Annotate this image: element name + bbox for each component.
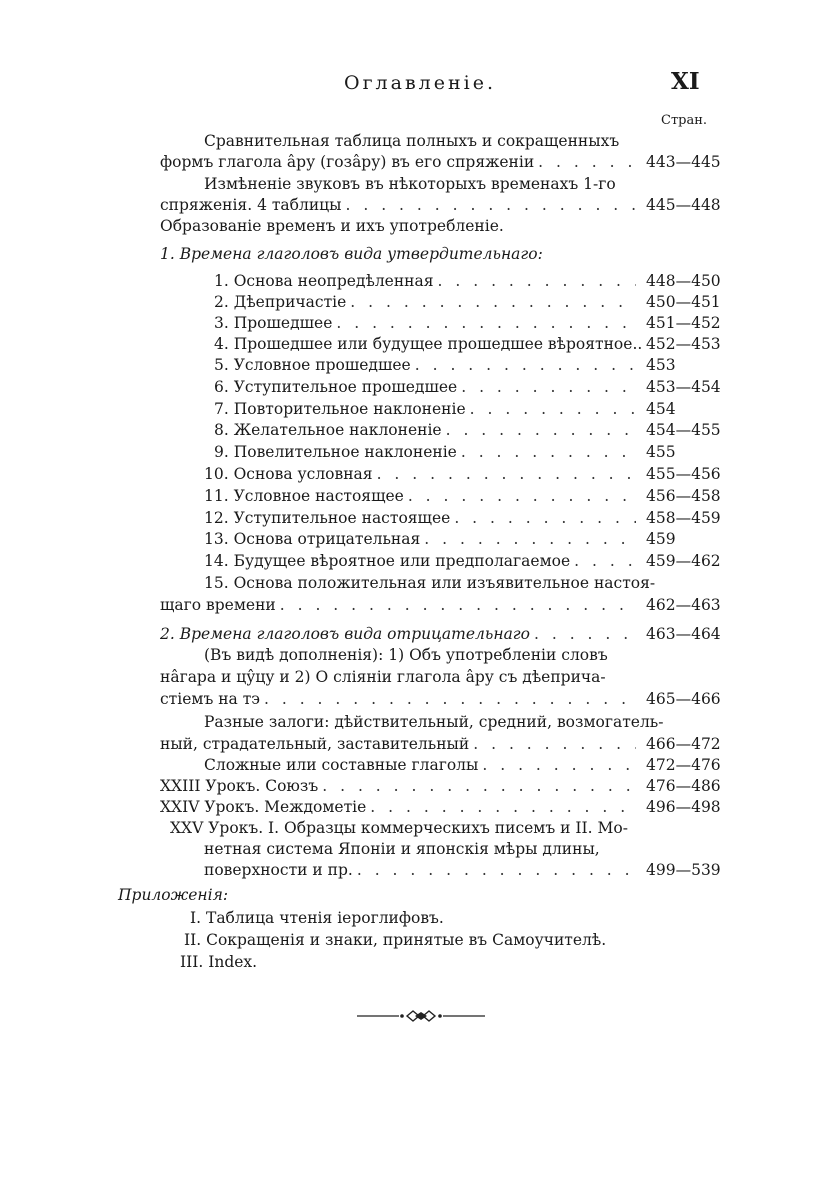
toc-page-ref: 454 <box>646 400 676 418</box>
toc-page-ref: 450—451 <box>646 293 721 311</box>
toc-entry: 7. Повторительное наклоненiе . . . <box>214 400 640 422</box>
toc-entry: щаго времени . . . <box>160 596 640 618</box>
toc-page-ref: 499—539 <box>646 861 721 879</box>
toc-entry: 12. Уступительное настоящее . . . <box>204 509 640 531</box>
toc-page-ref: 456—458 <box>646 487 721 505</box>
toc-page-ref: 465—466 <box>646 690 721 708</box>
toc-entry: спряженiя. 4 таблицы . . . <box>160 196 640 218</box>
ornament-divider-icon <box>355 1008 487 1024</box>
toc-entry: 8. Желательное наклоненiе . . . <box>214 421 640 443</box>
toc-entry: XXIII Урокъ. Союзъ . . . <box>160 777 640 799</box>
toc-entry: формъ глагола а̂ру (гоза̂ру) въ его спряженiи . . . <box>160 153 640 175</box>
toc-page-ref: 463—464 <box>646 625 721 643</box>
toc-entry: 6. Уступительное прошедшее . . . <box>214 378 640 400</box>
toc-entry: Сложные или составные глаголы . . . <box>204 756 640 778</box>
section-heading: 2. Времена глаголовъ вида отрицательнаго . . . <box>160 625 640 647</box>
toc-entry: поверхности и пр. . . . <box>204 861 640 883</box>
toc-entry: 3. Прошедшее . . . <box>214 314 640 336</box>
toc-entry-line: нетная система Японiи и японскiя мѣры длины, <box>204 840 600 858</box>
toc-page-ref: 448—450 <box>646 272 721 290</box>
toc-entry: 10. Основа условная . . . <box>204 465 640 487</box>
toc-entry: 14. Будущее вѣроятное или предполагаемое . . . <box>204 552 640 574</box>
toc-entry-line: Разные залоги: дѣйствительный, средний, возмогатель- <box>204 713 664 731</box>
toc-page-ref: 452—453 <box>646 335 721 353</box>
toc-page-ref: 445—448 <box>646 196 721 214</box>
toc-entry: 4. Прошедшее или будущее прошедшее вѣроятное.. <box>214 335 643 353</box>
toc-entry-line: XXV Урокъ. I. Образцы коммерческихъ писемъ и II. Мо- <box>170 819 628 837</box>
appendix-item: I. Таблица чтенiя iероглифовъ. <box>190 909 444 927</box>
toc-page-ref: 472—476 <box>646 756 721 774</box>
toc-entry: ный, страдательный, заставительный . . . <box>160 735 640 757</box>
section-heading: 1. Времена глаголовъ вида утвердительнаго: <box>160 245 543 263</box>
page-title: Оглавленiе. <box>344 72 496 94</box>
toc-page-ref: 459 <box>646 530 676 548</box>
toc-entry: 2. Дѣепричастiе . . . <box>214 293 640 315</box>
toc-page-ref: 443—445 <box>646 153 721 171</box>
toc-page-ref: 496—498 <box>646 798 721 816</box>
toc-page-ref: 454—455 <box>646 421 721 439</box>
toc-intro-line: Измѣненiе звуковъ въ нѣкоторыхъ временахъ 1-го <box>204 175 616 193</box>
toc-entry: 13. Основа отрицательная . . . <box>204 530 640 552</box>
toc-page-ref: 453—454 <box>646 378 721 396</box>
page-number: XI <box>671 68 700 95</box>
toc-intro-line: Сравнительная таблица полныхъ и сокращенныхъ <box>204 132 620 150</box>
toc-entry-line: (Въ видѣ дополненiя): 1) Объ употребленiи словъ <box>204 646 608 664</box>
appendix-item: III. Index. <box>180 953 258 971</box>
toc-entry: XXIV Урокъ. Междометiе . . . <box>160 798 640 820</box>
toc-entry-line: на̂гара и цу̂цу и 2) О слiянiи глагола а̂ру съ дѣеприча- <box>160 668 606 686</box>
toc-page-ref: 466—472 <box>646 735 721 753</box>
toc-page-ref: 455—456 <box>646 465 721 483</box>
toc-entry: 11. Условное настоящее . . . <box>204 487 640 509</box>
toc-entry: 9. Повелительное наклоненiе . . . <box>214 443 640 465</box>
toc-page-ref: 476—486 <box>646 777 721 795</box>
toc-entry: стiемъ на тэ . . . <box>160 690 640 712</box>
appendix-item: II. Сокращенiя и знаки, принятые въ Самоучителѣ. <box>184 931 607 949</box>
toc-page-ref: 451—452 <box>646 314 721 332</box>
toc-intro-line: Образованiе временъ и ихъ употребленiе. <box>160 217 504 235</box>
toc-entry: 5. Условное прошедшее . . . <box>214 356 640 378</box>
toc-entry: 1. Основа неопредѣленная . . . <box>214 272 640 294</box>
toc-page-ref: 458—459 <box>646 509 721 527</box>
toc-page-ref: 455 <box>646 443 676 461</box>
appendix-heading: Приложенiя: <box>118 886 229 904</box>
column-label-pages: Стран. <box>661 113 708 128</box>
toc-page-ref: 462—463 <box>646 596 721 614</box>
toc-page-ref: 459—462 <box>646 552 721 570</box>
toc-entry-line: 15. Основа положительная или изъявительное настоя- <box>204 574 656 592</box>
toc-page-ref: 453 <box>646 356 676 374</box>
